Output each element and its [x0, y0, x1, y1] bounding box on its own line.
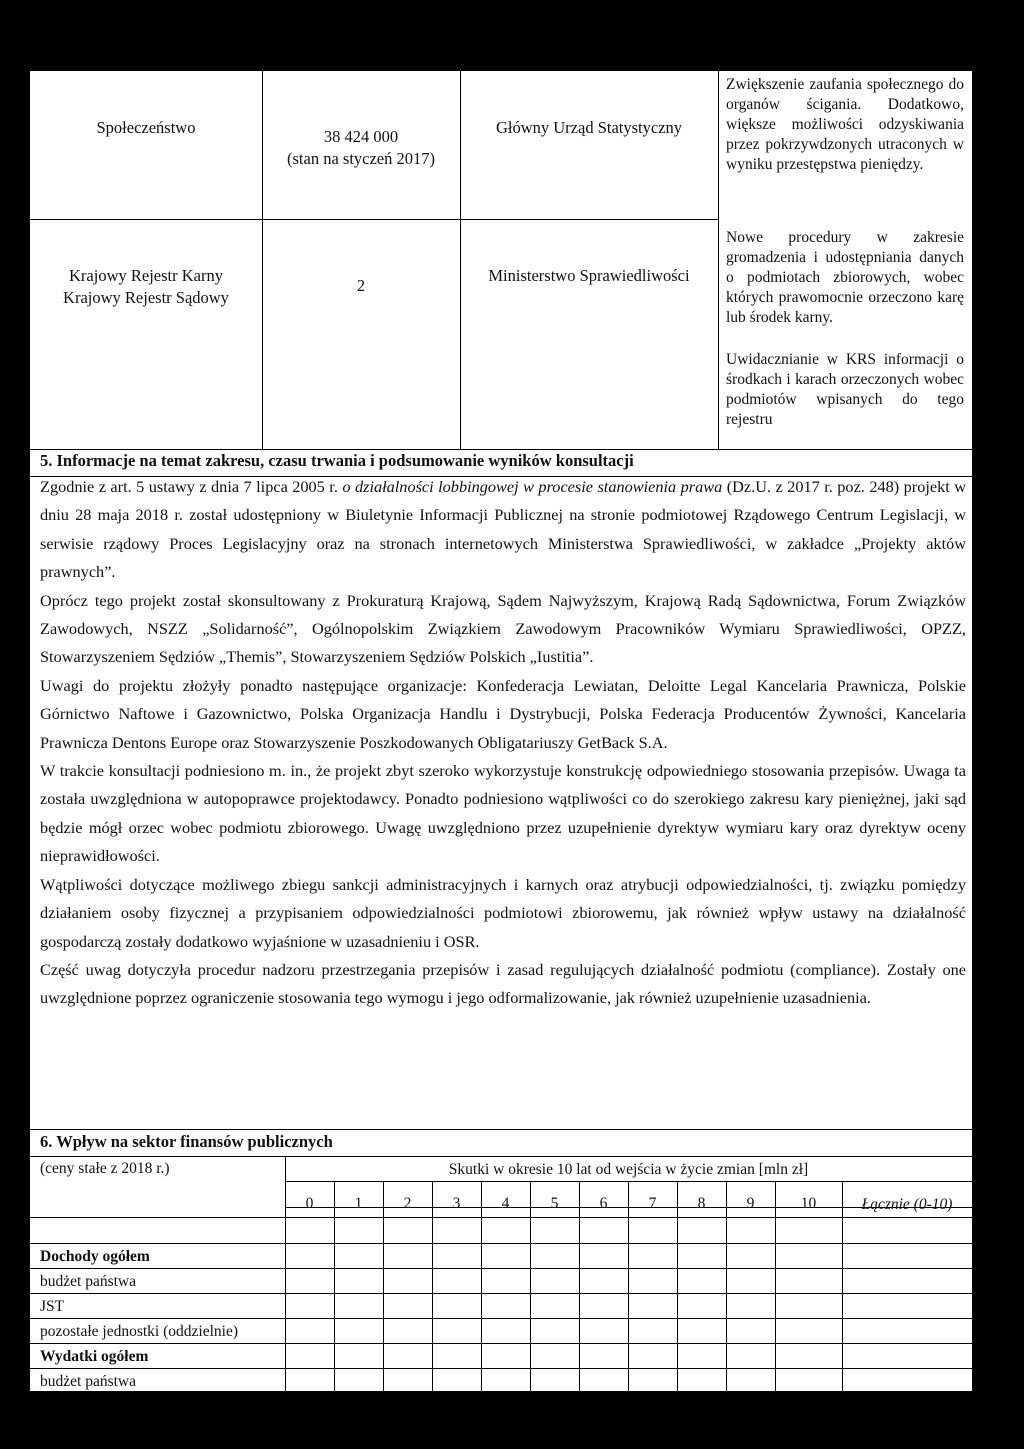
- source-cell: [460, 265, 718, 287]
- total-header: Łącznie (0-10): [861, 1196, 953, 1213]
- finance-row-label: Dochody ogółem: [40, 1248, 150, 1265]
- year-header: 6: [599, 1195, 608, 1212]
- year-header: 9: [746, 1195, 755, 1212]
- effect-cell: Uwidacznianie w KRS informacji o środkach i karach orzeczonych wobec podmiotów wpisanych do tego rejestru: [726, 351, 964, 428]
- group-cell: [30, 117, 262, 139]
- size-cell: [262, 126, 460, 170]
- paragraph: Uwagi do projektu złożyły ponadto następujące organizacje: Konfederacja Lewiatan, Deloitte Legal Kancelaria Prawnicza, Polskie Górnictwo Naftowe i Gazownictwo, Polska Organizacja Handlu i Dystrybucji, Polska Federacja Producentów Żywności, Kancelaria Prawnicza Dentons Europe oraz Stowarzyszenie Poszkodowanych Obligatariuszy GetBack S.A.: [40, 675, 966, 752]
- finance-row-label: pozostałe jednostki (oddzielnie): [40, 1323, 238, 1340]
- size-value: 38 424 000: [323, 127, 399, 146]
- group-cell: [30, 265, 262, 309]
- group-name: Krajowy Rejestr Sądowy: [63, 288, 229, 307]
- effects-header: Skutki w okresie 10 lat od wejścia w życie zmian [mln zł]: [448, 1161, 809, 1178]
- year-header: 4: [501, 1195, 510, 1212]
- year-header: 3: [452, 1195, 461, 1212]
- year-header: 5: [550, 1195, 559, 1212]
- section-6-heading: 6. Wpływ na sektor finansów publicznych: [40, 1132, 333, 1151]
- effect-cell: Nowe procedury w zakresie gromadzenia i udostępniania danych o podmiotach zbiorowych, wobec których prawomocnie orzeczono karę lub środek karny.: [726, 229, 964, 326]
- effect-cell: Zwiększenie zaufania społecznego do organów ścigania. Dodatkowo, większe możliwości odzyskiwania przez pokrzywdzonych utraconych w wyniku przestępstwa pieniędzy.: [726, 76, 964, 173]
- year-header: 2: [403, 1195, 412, 1212]
- finance-row-label: Wydatki ogółem: [40, 1348, 149, 1365]
- paragraph: Część uwag dotyczyła procedur nadzoru przestrzegania przepisów i zasad regulujących działalność podmiotu (compliance). Zostały one uwzględnione poprzez ograniczenie stosowania tego wymogu i jego odformalizowanie, jak również uzupełnienie uzasadnienia.: [40, 959, 966, 1008]
- source-name: Ministerstwo Sprawiedliwości: [488, 266, 690, 285]
- paragraph: Zgodnie z art. 5 ustawy z dnia 7 lipca 2005 r. o działalności lobbingowej w procesie stanowienia prawa (Dz.U. z 2017 r. poz. 248) projekt w dniu 28 maja 2018 r. został udostępniony w Biuletynie Informacji Publicznej na stronie podmiotowej Rządowego Centrum Legislacji, w serwisie rządowy Proces Legislacyjny oraz na stronach internetowych Ministerstwa Sprawiedliwości, w zakładce „Projekty aktów prawnych”.: [40, 477, 966, 582]
- year-header: 1: [354, 1195, 363, 1212]
- consultation-text: [40, 473, 966, 1013]
- group-name: Krajowy Rejestr Karny: [69, 266, 223, 285]
- finance-row-label: JST: [40, 1298, 65, 1315]
- section-5-heading: 5. Informacje na temat zakresu, czasu trwania i podsumowanie wyników konsultacji: [40, 451, 634, 470]
- paragraph: W trakcie konsultacji podniesiono m. in., że projekt zbyt szeroko wykorzystuje konstrukcję odpowiedniego stosowania przepisów. Uwaga ta została uwzględniona w autopoprawce projektodawcy. Ponadto podniesiono wątpliwości co do szerokiego zakresu kary pieniężnej, jaki sąd będzie mógł orzec wobec podmiotu zbiorowego. Uwagę uwzględniono przez uzupełnienie dyrektyw wymiaru kary oraz dyrektyw oceny nieprawidłowości.: [40, 761, 966, 866]
- year-header: 10: [800, 1195, 817, 1212]
- finance-row-label: budżet państwa: [40, 1273, 136, 1290]
- paragraph: Wątpliwości dotyczące możliwego zbiegu sankcji administracyjnych i karnych oraz atrybucji odpowiedzialności, tj. związku pomiędzy działaniem osoby fizycznej a przypisaniem odpowiedzialności podmiotowi zbiorowemu, jak również wpływ ustawy na działalność gospodarczą zostały dodatkowo wyjaśnione w uzasadnieniu i OSR.: [40, 874, 966, 951]
- size-note: (stan na styczeń 2017): [287, 149, 435, 168]
- year-header: 0: [305, 1195, 314, 1212]
- document-page: [29, 70, 973, 1392]
- finance-row-label: budżet państwa: [40, 1373, 136, 1390]
- size-value: 2: [356, 276, 366, 295]
- group-name: Społeczeństwo: [96, 118, 196, 137]
- source-name: Główny Urząd Statystyczny: [495, 118, 683, 137]
- year-header: 7: [648, 1195, 657, 1212]
- paragraph: Oprócz tego projekt został skonsultowany z Prokuraturą Krajową, Sądem Najwyższym, Krajową Radą Sądownictwa, Forum Związków Zawodowych, NSZZ „Solidarność”, Ogólnopolskim Związkiem Zawodowym Pracowników Wymiaru Sprawiedliwości, OPZZ, Stowarzyszeniem Sędziów „Themis”, Stowarzyszeniem Sędziów Polskich „Iustitia”.: [40, 590, 966, 667]
- source-cell: [460, 117, 718, 139]
- prices-label: (ceny stałe z 2018 r.): [40, 1160, 170, 1177]
- size-cell: [262, 275, 460, 297]
- year-header: 8: [697, 1195, 706, 1212]
